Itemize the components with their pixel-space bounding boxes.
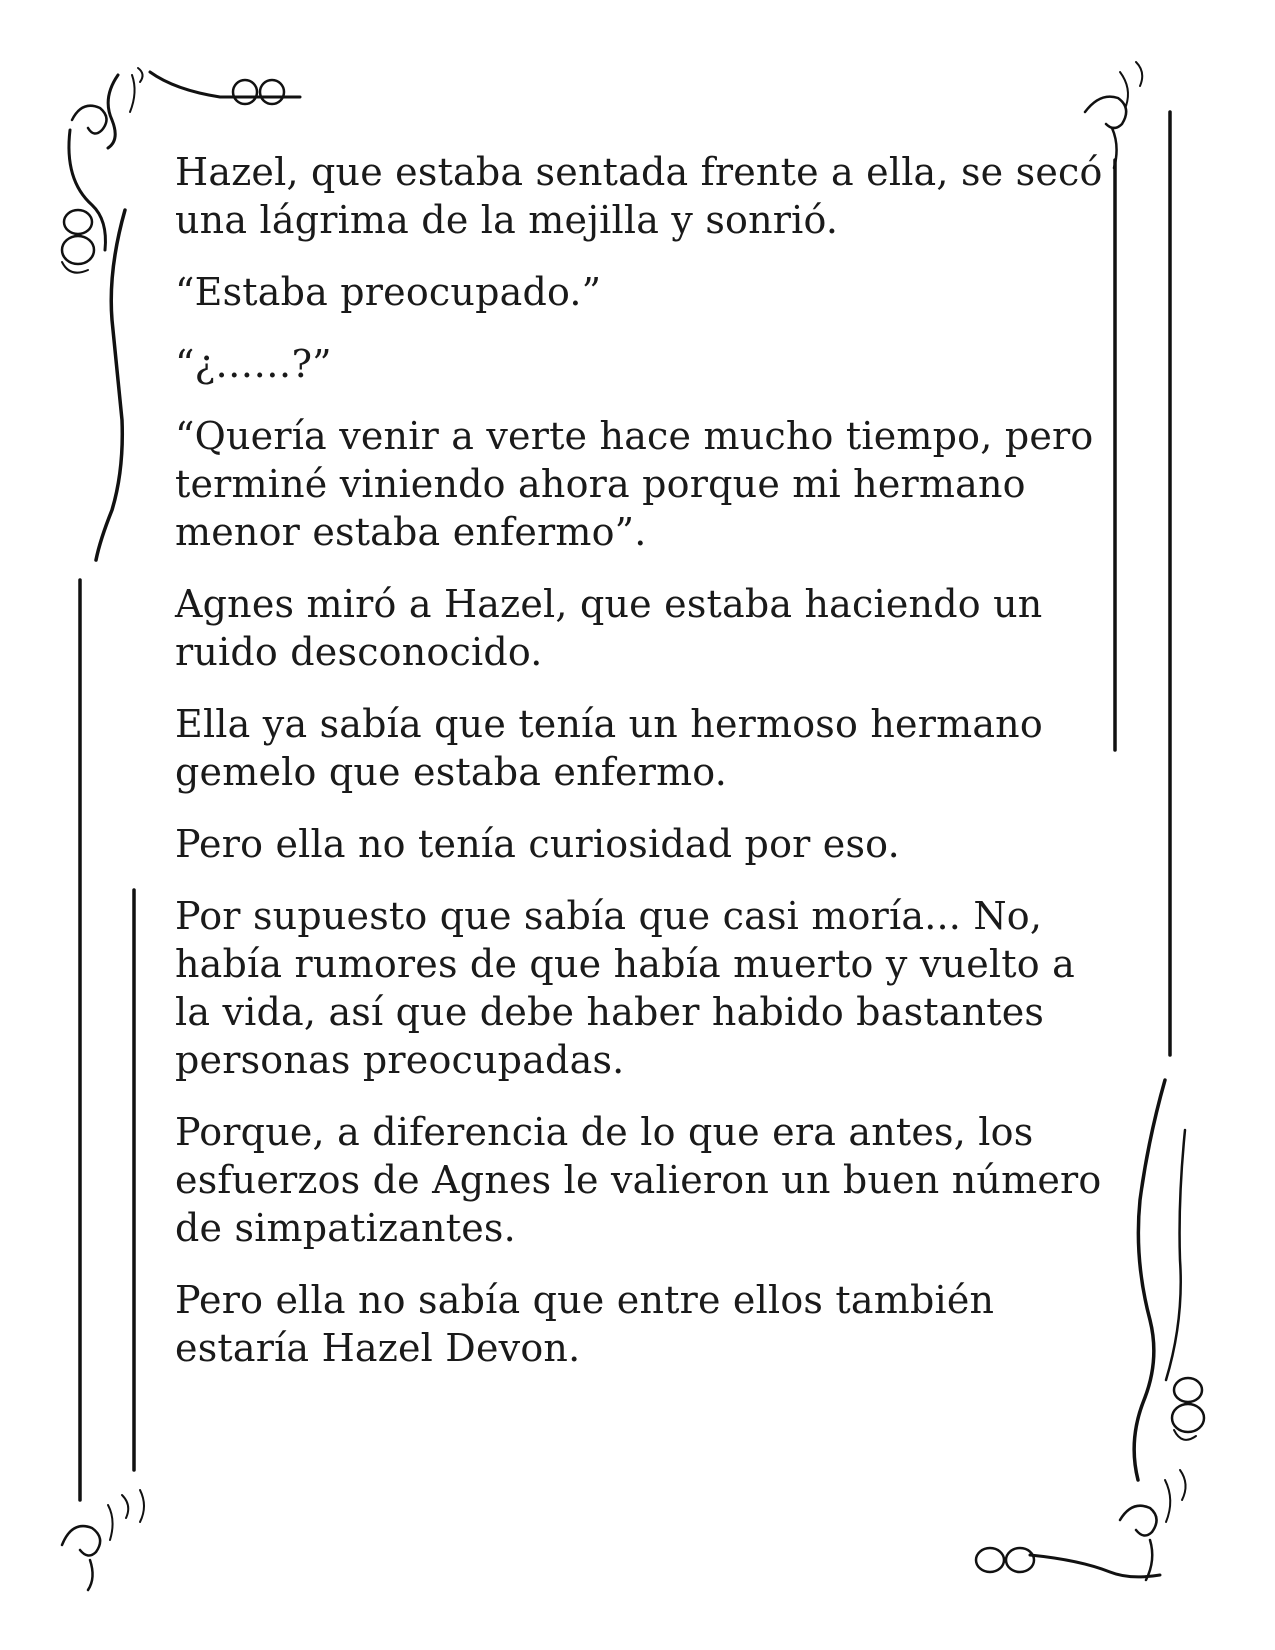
bottom-left-flourish-icon	[62, 1490, 144, 1590]
text-line: terminé viniendo ahora porque mi hermano	[175, 462, 1026, 506]
text-line: “Estaba preocupado.”	[175, 270, 602, 314]
text-line: ruido desconocido.	[175, 630, 543, 674]
paragraph	[175, 148, 1103, 244]
text-line: Porque, a diferencia de lo que era antes, los	[175, 1110, 1034, 1154]
paragraph	[175, 340, 1095, 388]
text-line: menor estaba enfermo”.	[175, 510, 647, 554]
text-line: de simpatizantes.	[175, 1206, 516, 1250]
text-line: “Quería venir a verte hace mucho tiempo, pero	[175, 414, 1094, 458]
text-line: Por supuesto que sabía que casi moría... No,	[175, 894, 1043, 938]
paragraph	[175, 700, 1095, 796]
text-line: la vida, así que debe haber habido bastantes	[175, 990, 1045, 1034]
text-line: Ella ya sabía que tenía un hermoso hermano	[175, 702, 1043, 746]
story-text	[175, 148, 1103, 1396]
text-line: personas preocupadas.	[175, 1038, 625, 1082]
text-line: una lágrima de la mejilla y sonrió.	[175, 198, 839, 242]
bottom-right-flourish-icon	[976, 1470, 1186, 1580]
paragraph	[175, 892, 1095, 1084]
paragraph	[175, 820, 1095, 868]
paragraph	[175, 580, 1095, 676]
text-line: Hazel, que estaba sentada frente a ella, se secó	[175, 150, 1103, 194]
text-line: gemelo que estaba enfermo.	[175, 750, 727, 794]
paragraph	[175, 1276, 1095, 1372]
text-line: Pero ella no sabía que entre ellos también	[175, 1278, 995, 1322]
text-line: Agnes miró a Hazel, que estaba haciendo un	[175, 582, 1043, 626]
text-line: estaría Hazel Devon.	[175, 1326, 581, 1370]
paragraph	[175, 268, 1095, 316]
text-line: esfuerzos de Agnes le valieron un buen número	[175, 1158, 1102, 1202]
text-line: “¿……?”	[175, 342, 332, 386]
paragraph	[175, 1108, 1102, 1252]
text-line: Pero ella no tenía curiosidad por eso.	[175, 822, 900, 866]
paragraph	[175, 412, 1095, 556]
text-line: había rumores de que había muerto y vuelto a	[175, 942, 1075, 986]
right-lower-flourish-icon	[1134, 1080, 1204, 1480]
